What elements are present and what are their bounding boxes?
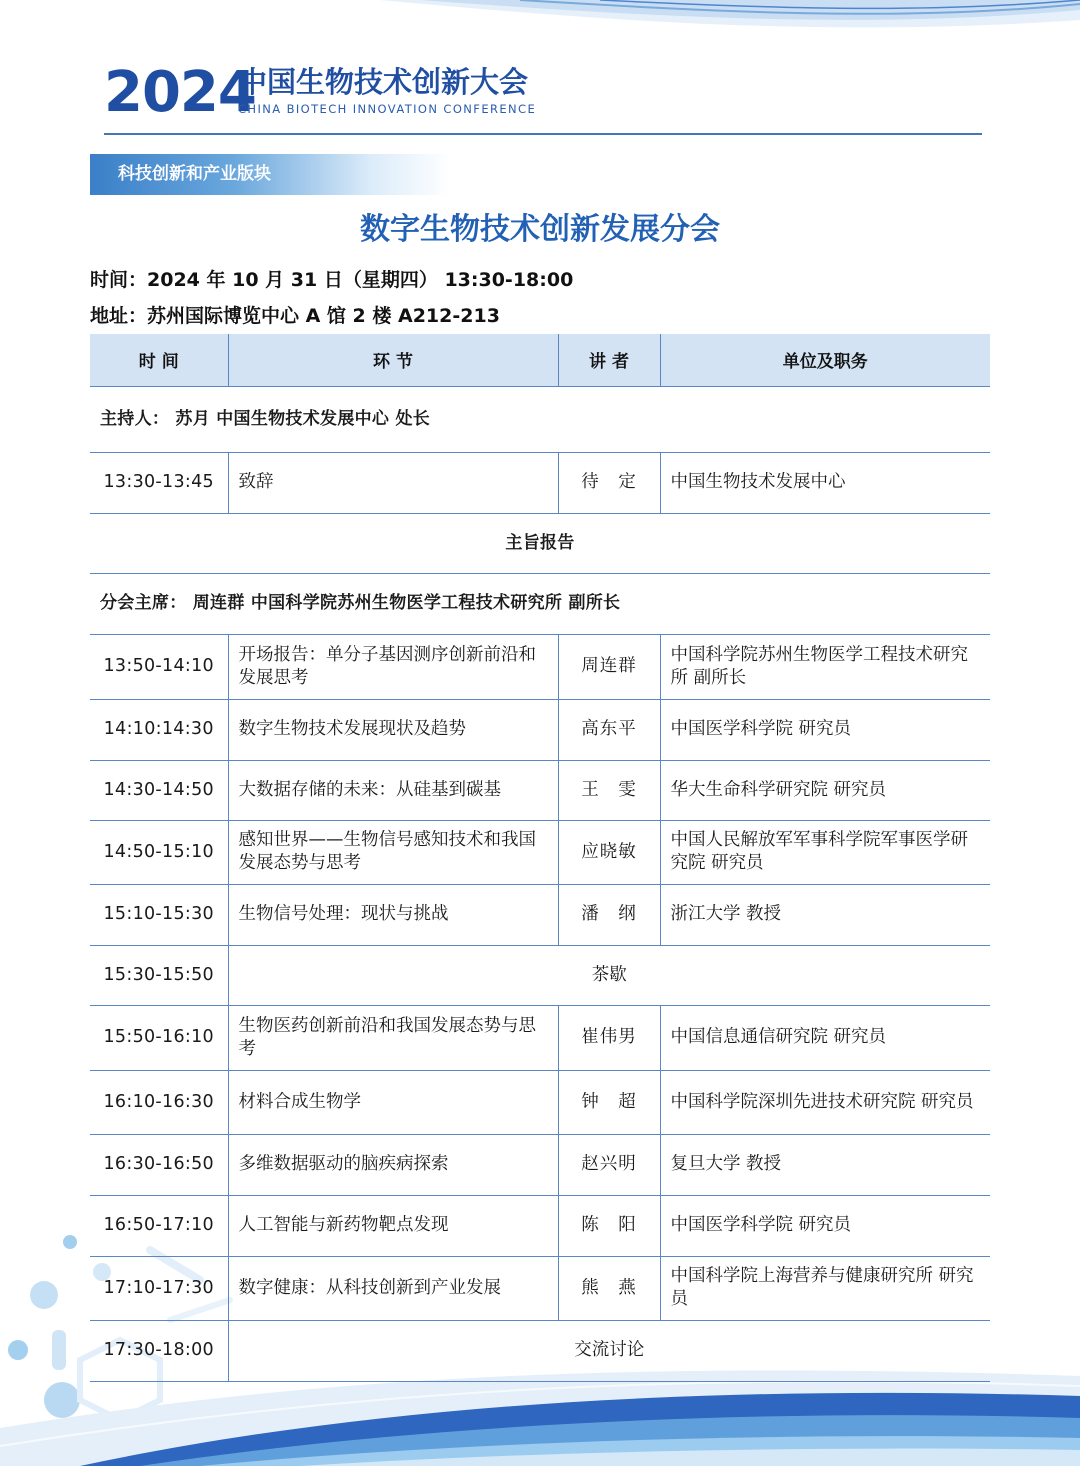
row-speaker: 钟 超 xyxy=(558,1070,660,1134)
row-time: 14:10:14:30 xyxy=(90,699,228,760)
row-time: 15:50-16:10 xyxy=(90,1005,228,1070)
table-row xyxy=(90,760,990,820)
chair-label: 分会主席： 周连群 中国科学院苏州生物医学工程技术研究所 副所长 xyxy=(90,573,990,634)
table-row xyxy=(90,1195,990,1256)
row-time: 16:50-17:10 xyxy=(90,1195,228,1256)
row-speaker: 高东平 xyxy=(558,699,660,760)
column-header-speaker: 讲 者 xyxy=(558,334,660,386)
row-affiliation: 华大生命科学研究院 研究员 xyxy=(660,760,990,820)
row-time: 15:10-15:30 xyxy=(90,884,228,945)
row-affiliation: 复旦大学 教授 xyxy=(660,1134,990,1195)
host-row xyxy=(90,386,990,452)
table-header-row xyxy=(90,334,990,386)
row-time: 13:50-14:10 xyxy=(90,634,228,699)
row-speaker: 崔伟男 xyxy=(558,1005,660,1070)
host-label: 主持人： 苏月 中国生物技术发展中心 处长 xyxy=(90,386,990,452)
event-time: 时间：2024 年 10 月 31 日（星期四） 13:30-18:00 xyxy=(90,269,574,291)
keynote-row xyxy=(90,513,990,573)
row-time: 14:50-15:10 xyxy=(90,820,228,884)
conference-name-cn: 中国生物技术创新大会 xyxy=(238,65,529,99)
column-header-session: 环 节 xyxy=(228,334,558,386)
column-header-affiliation: 单位及职务 xyxy=(660,334,990,386)
row-session: 大数据存储的未来：从硅基到碳基 xyxy=(228,760,558,820)
row-speaker: 熊 燕 xyxy=(558,1256,660,1320)
discussion-row xyxy=(90,1320,990,1381)
column-header-time: 时 间 xyxy=(90,334,228,386)
table-row xyxy=(90,634,990,699)
conference-name-en: CHINA BIOTECH INNOVATION CONFERENCE xyxy=(238,102,537,116)
discussion-label: 交流讨论 xyxy=(228,1320,990,1381)
row-affiliation: 中国医学科学院 研究员 xyxy=(660,1195,990,1256)
section-banner xyxy=(90,154,450,195)
row-affiliation: 中国科学院苏州生物医学工程技术研究所 副所长 xyxy=(660,634,990,699)
top-wave-decoration xyxy=(0,0,1080,60)
table-row xyxy=(90,1134,990,1195)
table-row xyxy=(90,699,990,760)
row-time: 17:30-18:00 xyxy=(90,1320,228,1381)
table-row xyxy=(90,820,990,884)
row-time: 16:10-16:30 xyxy=(90,1070,228,1134)
row-speaker: 赵兴明 xyxy=(558,1134,660,1195)
break-row xyxy=(90,945,990,1005)
row-speaker: 周连群 xyxy=(558,634,660,699)
row-affiliation: 浙江大学 教授 xyxy=(660,884,990,945)
row-session: 数字生物技术发展现状及趋势 xyxy=(228,699,558,760)
logo-year: 2024 xyxy=(104,60,256,125)
table-row xyxy=(90,1005,990,1070)
table-row xyxy=(90,1070,990,1134)
row-speaker: 潘 纲 xyxy=(558,884,660,945)
row-session: 人工智能与新药物靶点发现 xyxy=(228,1195,558,1256)
table-row xyxy=(90,884,990,945)
row-session: 感知世界——生物信号感知技术和我国发展态势与思考 xyxy=(228,820,558,884)
row-affiliation: 中国科学院深圳先进技术研究院 研究员 xyxy=(660,1070,990,1134)
header-divider xyxy=(104,133,982,135)
page-title: 数字生物技术创新发展分会 xyxy=(360,212,720,247)
row-affiliation: 中国生物技术发展中心 xyxy=(660,452,990,513)
row-time: 16:30-16:50 xyxy=(90,1134,228,1195)
break-label: 茶歇 xyxy=(228,945,990,1005)
row-session: 材料合成生物学 xyxy=(228,1070,558,1134)
row-affiliation: 中国信息通信研究院 研究员 xyxy=(660,1005,990,1070)
keynote-label: 主旨报告 xyxy=(90,513,990,573)
row-session: 数字健康：从科技创新到产业发展 xyxy=(228,1256,558,1320)
row-speaker: 王 雯 xyxy=(558,760,660,820)
row-affiliation: 中国科学院上海营养与健康研究所 研究员 xyxy=(660,1256,990,1320)
row-speaker: 应晓敏 xyxy=(558,820,660,884)
row-affiliation: 中国人民解放军军事科学院军事医学研究院 研究员 xyxy=(660,820,990,884)
row-time: 17:10-17:30 xyxy=(90,1256,228,1320)
row-speaker: 待 定 xyxy=(558,452,660,513)
row-time: 15:30-15:50 xyxy=(90,945,228,1005)
row-session: 生物信号处理：现状与挑战 xyxy=(228,884,558,945)
table-row xyxy=(90,1256,990,1320)
chair-row xyxy=(90,573,990,634)
row-session: 生物医药创新前沿和我国发展态势与思考 xyxy=(228,1005,558,1070)
agenda-table xyxy=(90,334,990,1382)
row-speaker: 陈 阳 xyxy=(558,1195,660,1256)
row-affiliation: 中国医学科学院 研究员 xyxy=(660,699,990,760)
row-time: 13:30-13:45 xyxy=(90,452,228,513)
row-session: 致辞 xyxy=(228,452,558,513)
event-address: 地址：苏州国际博览中心 A 馆 2 楼 A212-213 xyxy=(90,305,500,327)
row-session: 多维数据驱动的脑疾病探索 xyxy=(228,1134,558,1195)
section-label: 科技创新和产业版块 xyxy=(118,164,271,184)
row-time: 14:30-14:50 xyxy=(90,760,228,820)
row-session: 开场报告：单分子基因测序创新前沿和发展思考 xyxy=(228,634,558,699)
table-row xyxy=(90,452,990,513)
